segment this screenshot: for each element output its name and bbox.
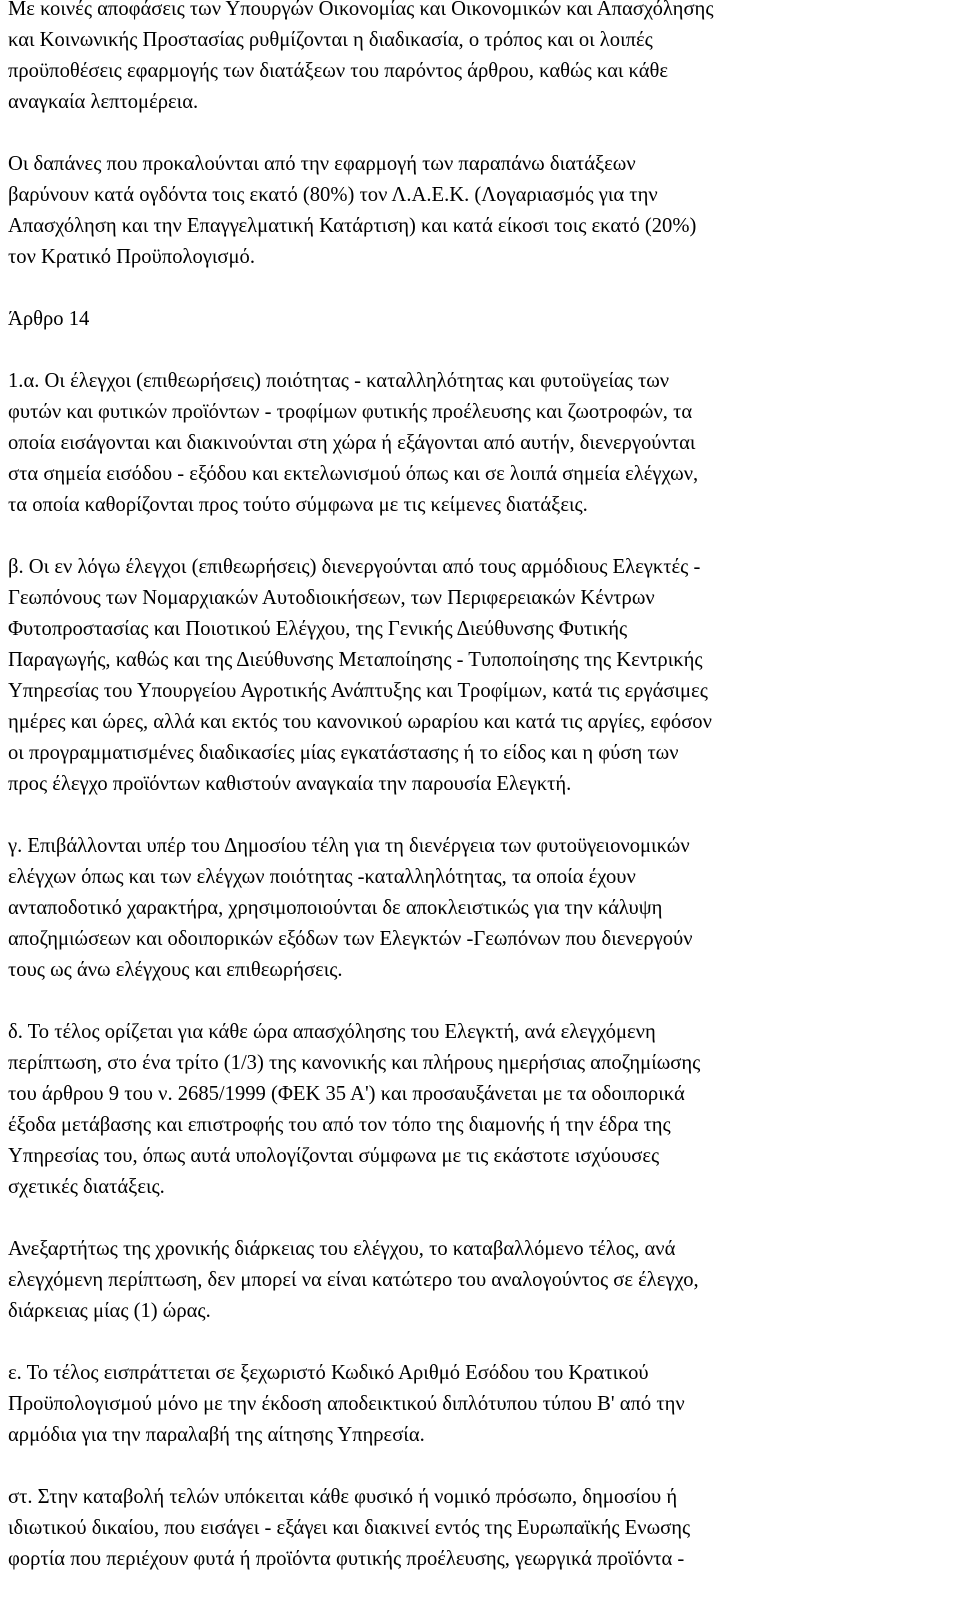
text-line: Προϋπολογισμού μόνο με την έκδοση αποδεικτικού διπλότυπου τύπου Β' από την: [8, 1393, 685, 1415]
text-line: Υπηρεσίας του, όπως αυτά υπολογίζονται σύμφωνα με τις εκάστοτε ισχύουσες: [8, 1145, 660, 1167]
text-line: 1.α. Οι έλεγχοι (επιθεωρήσεις) ποιότητας - καταλληλότητας και φυτοϋγείας των: [8, 370, 670, 392]
text-line: Υπηρεσίας του Υπουργείου Αγροτικής Ανάπτυξης και Τροφίμων, κατά τις εργάσιμες: [8, 680, 708, 702]
text-line: οι προγραμματισμένες διαδικασίες μίας εγκατάστασης ή το είδος και η φύση των: [8, 742, 679, 764]
text-line: φορτία που περιέχουν φυτά ή προϊόντα φυτικής προέλευσης, γεωργικά προϊόντα -: [8, 1548, 685, 1570]
text-line: διάρκειας μίας (1) ώρας.: [8, 1300, 211, 1322]
text-line: ελεγχόμενη περίπτωση, δεν μπορεί να είναι κατώτερο του αναλογούντος σε έλεγχο,: [8, 1269, 699, 1291]
text-line: Γεωπόνους των Νομαρχιακών Αυτοδιοικήσεων, των Περιφερειακών Κέντρων: [8, 587, 655, 609]
text-line: τα οποία καθορίζονται προς τούτο σύμφωνα με τις κείμενες διατάξεις.: [8, 494, 588, 516]
paragraph: [8, 1017, 952, 1203]
text-line: και Κοινωνικής Προστασίας ρυθμίζονται η διαδικασία, ο τρόπος και οι λοιπές: [8, 29, 653, 51]
text-line: έξοδα μετάβασης και επιστροφής του από τον τόπο της διαμονής ή την έδρα της: [8, 1114, 671, 1136]
paragraph: [8, 149, 952, 273]
text-line: βαρύνουν κατά ογδόντα τοις εκατό (80%) τον Λ.Α.Ε.Κ. (Λογαριασμός για την: [8, 184, 658, 206]
text-line: Ανεξαρτήτως της χρονικής διάρκειας του ελέγχου, το καταβαλλόμενο τέλος, ανά: [8, 1238, 676, 1260]
paragraph: [8, 552, 952, 800]
paragraph: [8, 0, 952, 118]
text-line: αποζημιώσεων και οδοιπορικών εξόδων των Ελεγκτών -Γεωπόνων που διενεργούν: [8, 928, 693, 950]
text-line: ελέγχων όπως και των ελέγχων ποιότητας -καταλληλότητας, τα οποία έχουν: [8, 866, 636, 888]
text-line: ανταποδοτικό χαρακτήρα, χρησιμοποιούνται δε αποκλειστικώς για την κάλυψη: [8, 897, 663, 919]
text-line: ε. Το τέλος εισπράττεται σε ξεχωριστό Κωδικό Αριθμό Εσόδου του Κρατικού: [8, 1362, 649, 1384]
text-line: ημέρες και ώρες, αλλά και εκτός του κανονικού ωραρίου και κατά τις αργίες, εφόσον: [8, 711, 712, 733]
text-line: δ. Το τέλος ορίζεται για κάθε ώρα απασχόλησης του Ελεγκτή, ανά ελεγχόμενη: [8, 1021, 656, 1043]
text-line: στα σημεία εισόδου - εξόδου και εκτελωνισμού όπως και σε λοιπά σημεία ελέγχων,: [8, 463, 699, 485]
text-line: γ. Επιβάλλονται υπέρ του Δημοσίου τέλη για τη διενέργεια των φυτοϋγειονομικών: [8, 835, 690, 857]
paragraph: [8, 366, 952, 521]
text-line: του άρθρου 9 του ν. 2685/1999 (ΦΕΚ 35 Α') και προσαυξάνεται με τα οδοιπορικά: [8, 1083, 685, 1105]
text-line: σχετικές διατάξεις.: [8, 1176, 165, 1198]
text-line: περίπτωση, στο ένα τρίτο (1/3) της κανονικής και πλήρους ημερήσιας αποζημίωσης: [8, 1052, 701, 1074]
text-line: αρμόδια για την παραλαβή της αίτησης Υπηρεσία.: [8, 1424, 425, 1446]
text-line: Άρθρο 14: [8, 308, 90, 330]
article-heading: [8, 304, 952, 335]
text-line: Απασχόληση και την Επαγγελματική Κατάρτιση) και κατά είκοσι τοις εκατό (20%): [8, 215, 697, 237]
text-line: Με κοινές αποφάσεις των Υπουργών Οικονομίας και Οικονομικών και Απασχόλησης: [8, 0, 714, 20]
text-line: β. Οι εν λόγω έλεγχοι (επιθεωρήσεις) διενεργούνται από τους αρμόδιους Ελεγκτές -: [8, 556, 701, 578]
text-line: στ. Στην καταβολή τελών υπόκειται κάθε φυσικό ή νομικό πρόσωπο, δημοσίου ή: [8, 1486, 678, 1508]
text-line: τον Κρατικό Προϋπολογισμό.: [8, 246, 256, 268]
text-line: Οι δαπάνες που προκαλούνται από την εφαρμογή των παραπάνω διατάξεων: [8, 153, 636, 175]
text-line: προϋποθέσεις εφαρμογής των διατάξεων του παρόντος άρθρου, καθώς και κάθε: [8, 60, 669, 82]
text-line: Φυτοπροστασίας και Ποιοτικού Ελέγχου, της Γενικής Διεύθυνσης Φυτικής: [8, 618, 628, 640]
paragraph: [8, 1234, 952, 1327]
text-line: ιδιωτικού δικαίου, που εισάγει - εξάγει και διακινεί εντός της Ευρωπαϊκής Ενωσης: [8, 1517, 691, 1539]
document-body: [8, 0, 952, 1606]
text-line: τους ως άνω ελέγχους και επιθεωρήσεις.: [8, 959, 343, 981]
text-line: φυτών και φυτικών προϊόντων - τροφίμων φυτικής προέλευσης και ζωοτροφών, τα: [8, 401, 693, 423]
text-line: οποία εισάγονται και διακινούνται στη χώρα ή εξάγονται από αυτήν, διενεργούνται: [8, 432, 696, 454]
paragraph: [8, 1358, 952, 1451]
paragraph: [8, 1482, 952, 1575]
text-line: Παραγωγής, καθώς και της Διεύθυνσης Μεταποίησης - Τυποποίησης της Κεντρικής: [8, 649, 703, 671]
paragraph: [8, 831, 952, 986]
text-line: προς έλεγχο προϊόντων καθιστούν αναγκαία την παρουσία Ελεγκτή.: [8, 773, 572, 795]
text-line: αναγκαία λεπτομέρεια.: [8, 91, 199, 113]
